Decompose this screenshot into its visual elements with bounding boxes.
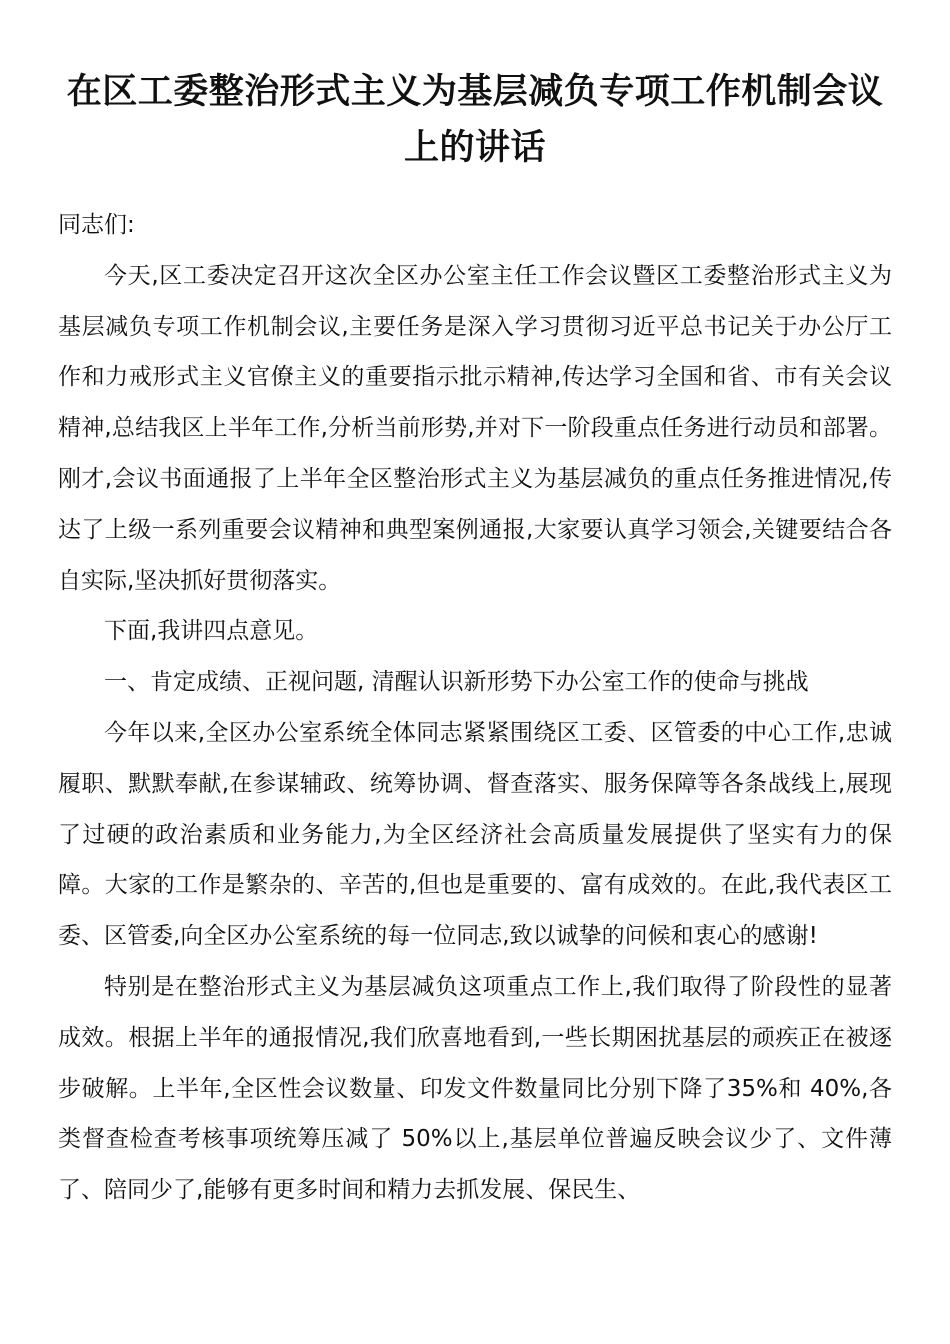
document-title: 在区工委整治形式主义为基层减负专项工作机制会议上的讲话 (66, 72, 884, 168)
document-body (58, 200, 892, 1216)
paragraph-achievements: 今年以来,全区办公室系统全体同志紧紧围绕区工委、区管委的中心工作,忠诚履职、默默奉献,在参谋辅政、统筹协调、督查落实、服务保障等各条战线上,展现了过硬的政治素质和业务能力,为全区经济社会高质量发展提供了坚实有力的保障。大家的工作是繁杂的、辛苦的,但也是重要的、富有成效的。在此,我代表区工委、区管委,向全区办公室系统的每一位同志,致以诚挚的问候和衷心的感谢! (58, 719, 892, 950)
document-page (58, 64, 892, 1216)
section-heading-1: 一、肯定成绩、正视问题, 清醒认识新形势下办公室工作的使命与挑战 (104, 669, 809, 696)
paragraph-intro: 下面,我讲四点意见。 (104, 618, 319, 645)
paragraph-burden-reduction: 特别是在整治形式主义为基层减负这项重点工作上,我们取得了阶段性的显著成效。根据上半年的通报情况,我们欣喜地看到,一些长期困扰基层的顽疾正在被逐步破解。上半年,全区性会议数量、印发文件数量同比分别下降了35%和 40%,各类督查检查考核事项统筹压减了 50%以上,基层单位普遍反映会议少了、文件薄了、陪同少了,能够有更多时间和精力去抓发展、保民生、 (58, 973, 892, 1204)
salutation: 同志们: (58, 212, 135, 238)
paragraph-opening: 今天,区工委决定召开这次全区办公室主任工作会议暨区工委整治形式主义为基层减负专项工作机制会议,主要任务是深入学习贯彻习近平总书记关于办公厅工作和力戒形式主义官僚主义的重要指示批示精神,传达学习全国和省、市有关会议精神,总结我区上半年工作,分析当前形势,并对下一阶段重点任务进行动员和部署。刚才,会议书面通报了上半年全区整治形式主义为基层减负的重点任务推进情况,传达了上级一系列重要会议精神和典型案例通报,大家要认真学习领会,关键要结合各自实际,坚决抓好贯彻落实。 (58, 262, 892, 594)
